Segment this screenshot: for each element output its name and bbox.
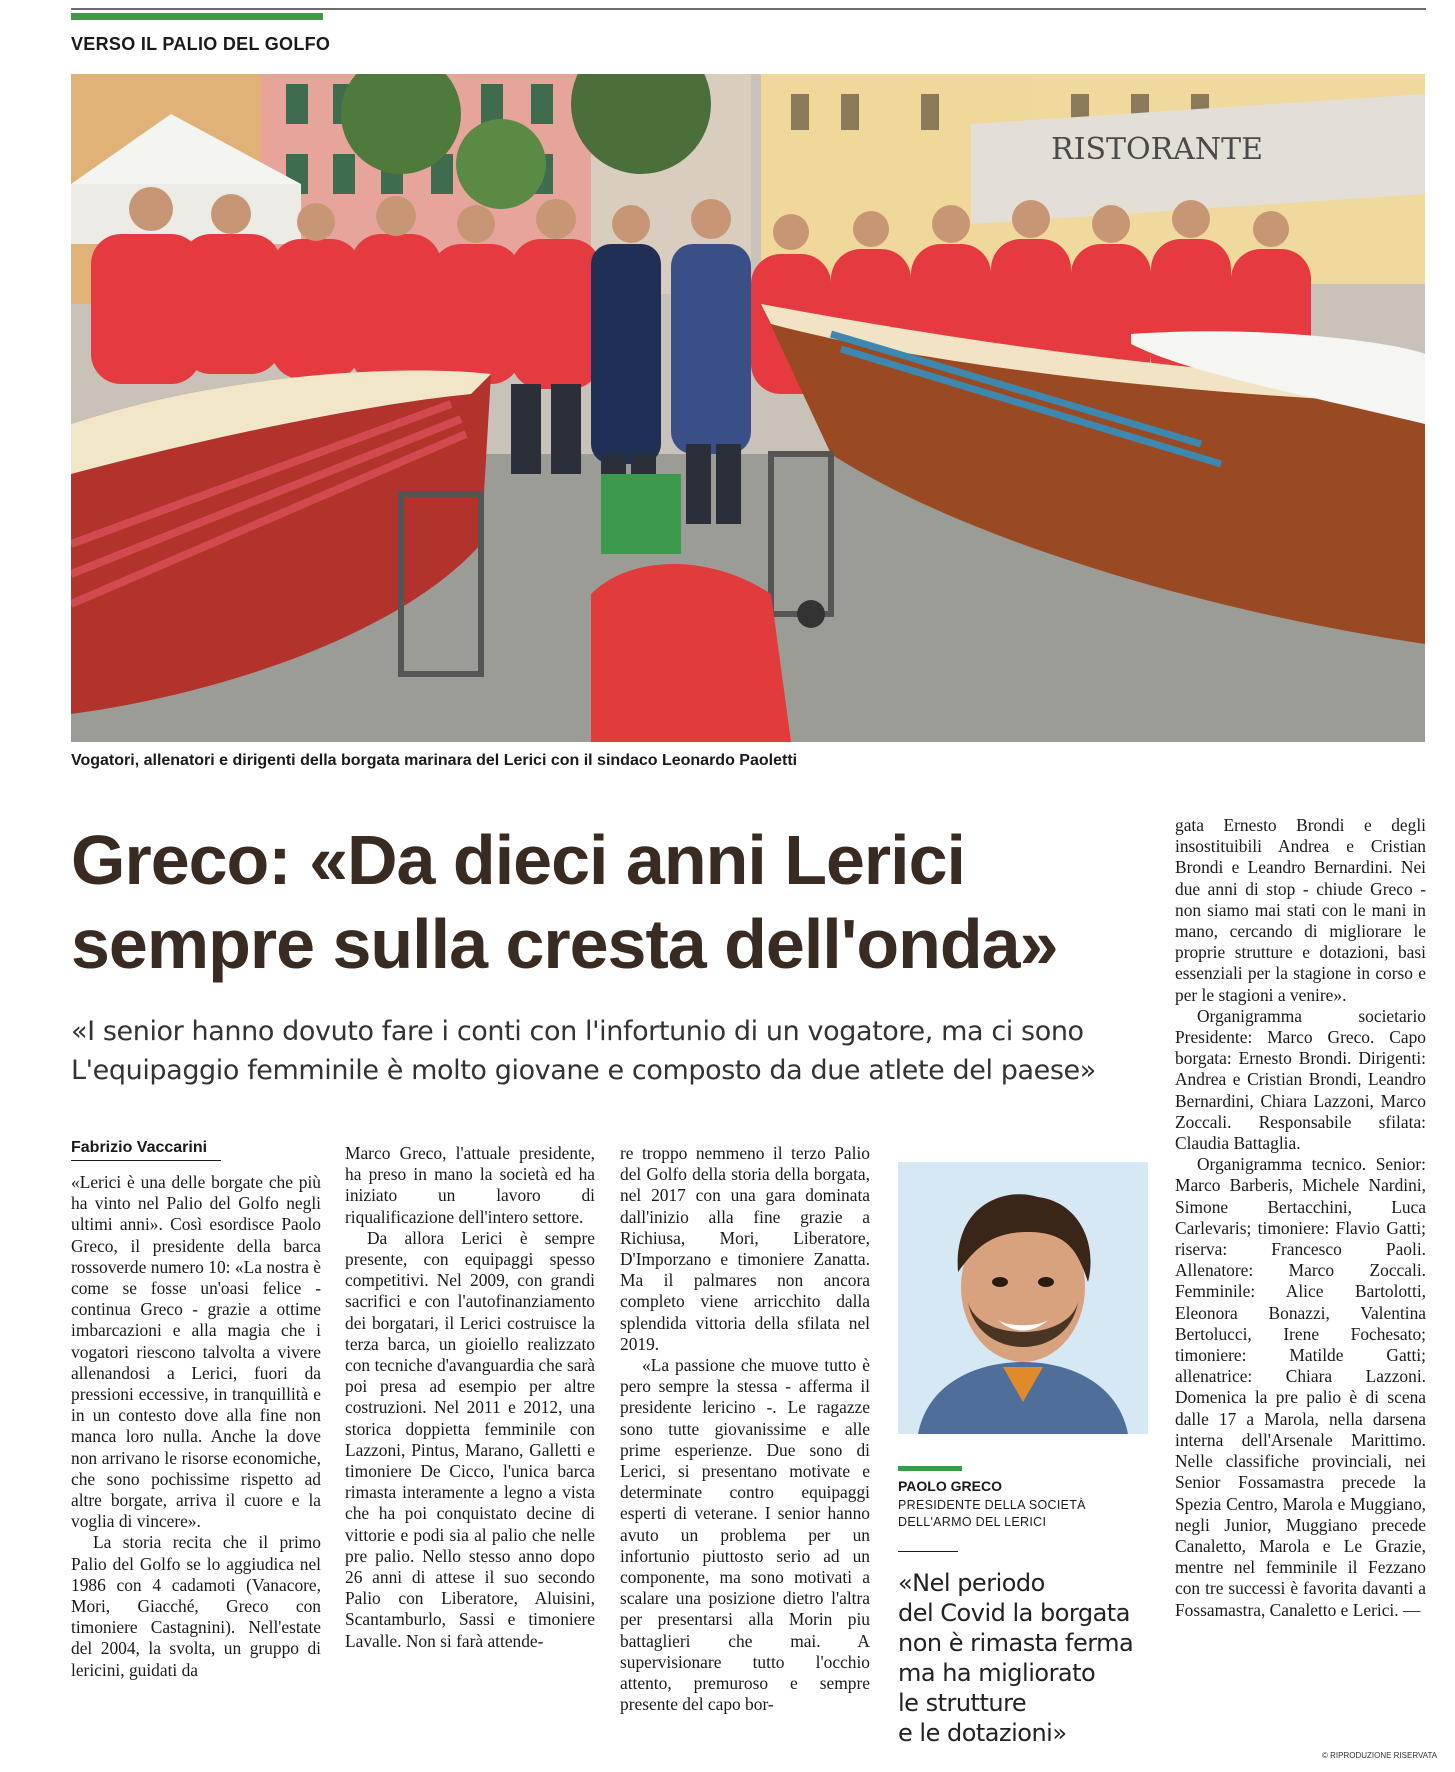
pull-quote-line: le strutture (898, 1689, 1027, 1717)
article-column-5 (1175, 815, 1426, 1621)
pull-quote-line: non è rimasta ferma (898, 1629, 1134, 1657)
subhead-line-1: «I senior hanno dovuto fare i conti con l'infortunio di un vogatore, ma ci sono (71, 1016, 1084, 1047)
paragraph: gata Ernesto Brondi e degli insostituibili Andrea e Cristian Brondi e Leandro Bernardini. Nei due anni di stop - chiude Greco - non siamo mai stati con le mani in mano, cercando di migliorare le proprie strutture e dotazioni, basi essenziali per la stagione in corso e per le stagioni a venire». (1175, 815, 1426, 1005)
portrait-photo (898, 1162, 1148, 1434)
headline (71, 818, 1151, 986)
portrait-name: PAOLO GRECO (898, 1478, 1002, 1494)
portrait-role (898, 1497, 1138, 1531)
subheadline (71, 1012, 1161, 1090)
subhead-line-2: L'equipaggio femminile è molto giovane e composto da due atlete del paese» (71, 1055, 1096, 1086)
section-accent-bar (71, 13, 323, 20)
portrait-accent-bar (898, 1466, 962, 1471)
paragraph: Da allora Lerici è sempre presente, con equipaggi spesso competitivi. Nel 2009, con grandi sacrifici e con l'autofinanziamento dei borgatari, il Lerici costruisce la terza barca, un gioiello realizzato con tecniche d'avanguardia che sarà poi presa ad esempio per altre costruzioni. Nel 2011 e 2012, una storica doppietta femminile con Lazzoni, Pintus, Marano, Galletti e timoniere De Cicco, l'unica barca rimasta interamente a legno a vista che ha poi conquistato decine di vittorie e podi sia al palio che nelle pre palio. Nello stesso anno dopo 26 anni di attese il suo secondo Palio con Liberatore, Aluisini, Scantamburlo, Sassi e timoniere Lavalle. Non si farà attende- (345, 1227, 595, 1651)
byline: Fabrizio Vaccarini (71, 1139, 221, 1161)
article-column-1 (71, 1172, 321, 1681)
pull-quote (898, 1568, 1148, 1748)
paragraph: «Lerici è una delle borgate che più ha vinto nel Palio del Golfo negli ultimi anni». Così esordisce Paolo Greco, il presidente della barca rossoverde numero 10: «La nostra è come se fosse un'oasi felice - continua Greco - grazie a ottime imbarcazioni e alla magia che i vogatori riescono talvolta a vivere allenandosi a Lerici, fuori da pressioni eccessive, in tranquillità e in un contesto dove alla fine non manca loro nulla. Anche la dove non arrivano le risorse economiche, che sono pochissime rispetto ad altre borgate, arriva il cuore e la voglia di vincere». (71, 1172, 321, 1532)
article-column-2 (345, 1143, 595, 1652)
paragraph: re troppo nemmeno il terzo Palio del Golfo della storia della borgata, nel 2017 con una gara dominata dall'inizio alla fine grazie a Richiusa, Mori, Liberatore, D'Imporzano e timoniere Zanatta. Ma il palmares non ancora completo viene arricchito dalla splendida vittoria della sfilata nel 2019. (620, 1143, 870, 1354)
pull-quote-line: «Nel periodo (898, 1569, 1045, 1597)
paragraph: Organigramma societario Presidente: Marco Greco. Capo borgata: Ernesto Brondi. Dirigenti: Andrea e Cristian Brondi, Leandro Bernardini, Chiara Lazzoni, Marco Zoccali. Responsabile sfilata: Claudia Battaglia. (1175, 1005, 1426, 1154)
section-label: VERSO IL PALIO DEL GOLFO (71, 34, 331, 54)
pull-quote-line: del Covid la borgata (898, 1599, 1130, 1627)
top-rule (71, 8, 1426, 10)
portrait-divider (898, 1551, 958, 1552)
pull-quote-line: e le dotazioni» (898, 1719, 1067, 1747)
headline-line-1: Greco: «Da dieci anni Lerici (71, 821, 965, 899)
copyright-notice: © RIPRODUZIONE RISERVATA (1322, 1751, 1438, 1760)
portrait-role-line-2: DELL'ARMO DEL LERICI (898, 1515, 1047, 1529)
paragraph: Marco Greco, l'attuale presidente, ha preso in mano la società ed ha iniziato un lavoro di riqualificazione dell'intero settore. (345, 1143, 595, 1227)
headline-line-2: sempre sulla cresta dell'onda» (71, 905, 1058, 983)
portrait-role-line-1: PRESIDENTE DELLA SOCIETÀ (898, 1498, 1086, 1512)
main-photo (71, 74, 1425, 742)
paragraph: Organigramma tecnico. Senior: Marco Barberis, Michele Nardini, Simone Bertacchini, Luca Carlevaris; timoniere: Flavio Gatti; riserva: Francesco Paoli. Allenatore: Marco Zoccali. Femminile: Alice Bartolotti, Eleonora Bonazzi, Valentina Bertolucci, Irene Fochesato; timoniere: Matilde Gatti; allenatrice: Chiara Lazzoni. Domenica la pre palio è di scena dalle 17 a Marola, nella darsena interna dell'Arsenale Marittimo. Nelle classifiche provinciali, nei Senior Fossamastra precede la Spezia Centro, Marola e Muggiano, negli Junior, Muggiano precede Canaletto, Marola e Le Grazie, mentre nel femminile il Fezzano con tre successi è favorita davanti a Fossamastra, Canaletto e Lerici. — (1175, 1154, 1426, 1620)
paragraph: «La passione che muove tutto è pero sempre la stessa - afferma il presidente lericino -. Le ragazze sono tutte giovanissime e alle prime esperienze. Due sono di Lerici, si presentano motivate e determinate contro equipaggi esperti di veterane. I senior hanno avuto un problema per un infortunio piuttosto serio ad un componente, ma sono motivati a scalare una posizione dietro l'altra per presentarsi alla Morin piu battaglieri che mai. A supervisionare tutto l'occhio attento, premuroso e sempre presente del capo bor- (620, 1355, 870, 1715)
paragraph: La storia recita che il primo Palio del Golfo se lo aggiudica nel 1986 con 4 cadamoti (Vanacore, Mori, Giacché, Greco con timoniere Castagnini). Nell'estate del 2004, la svolta, un gruppo di lericini, guidati da (71, 1532, 321, 1680)
photo-caption: Vogatori, allenatori e dirigenti della borgata marinara del Lerici con il sindaco Leonardo Paoletti (71, 752, 798, 769)
ristorante-sign: RISTORANTE (1051, 132, 1264, 167)
article-column-3 (620, 1143, 870, 1715)
pull-quote-line: ma ha migliorato (898, 1659, 1096, 1687)
